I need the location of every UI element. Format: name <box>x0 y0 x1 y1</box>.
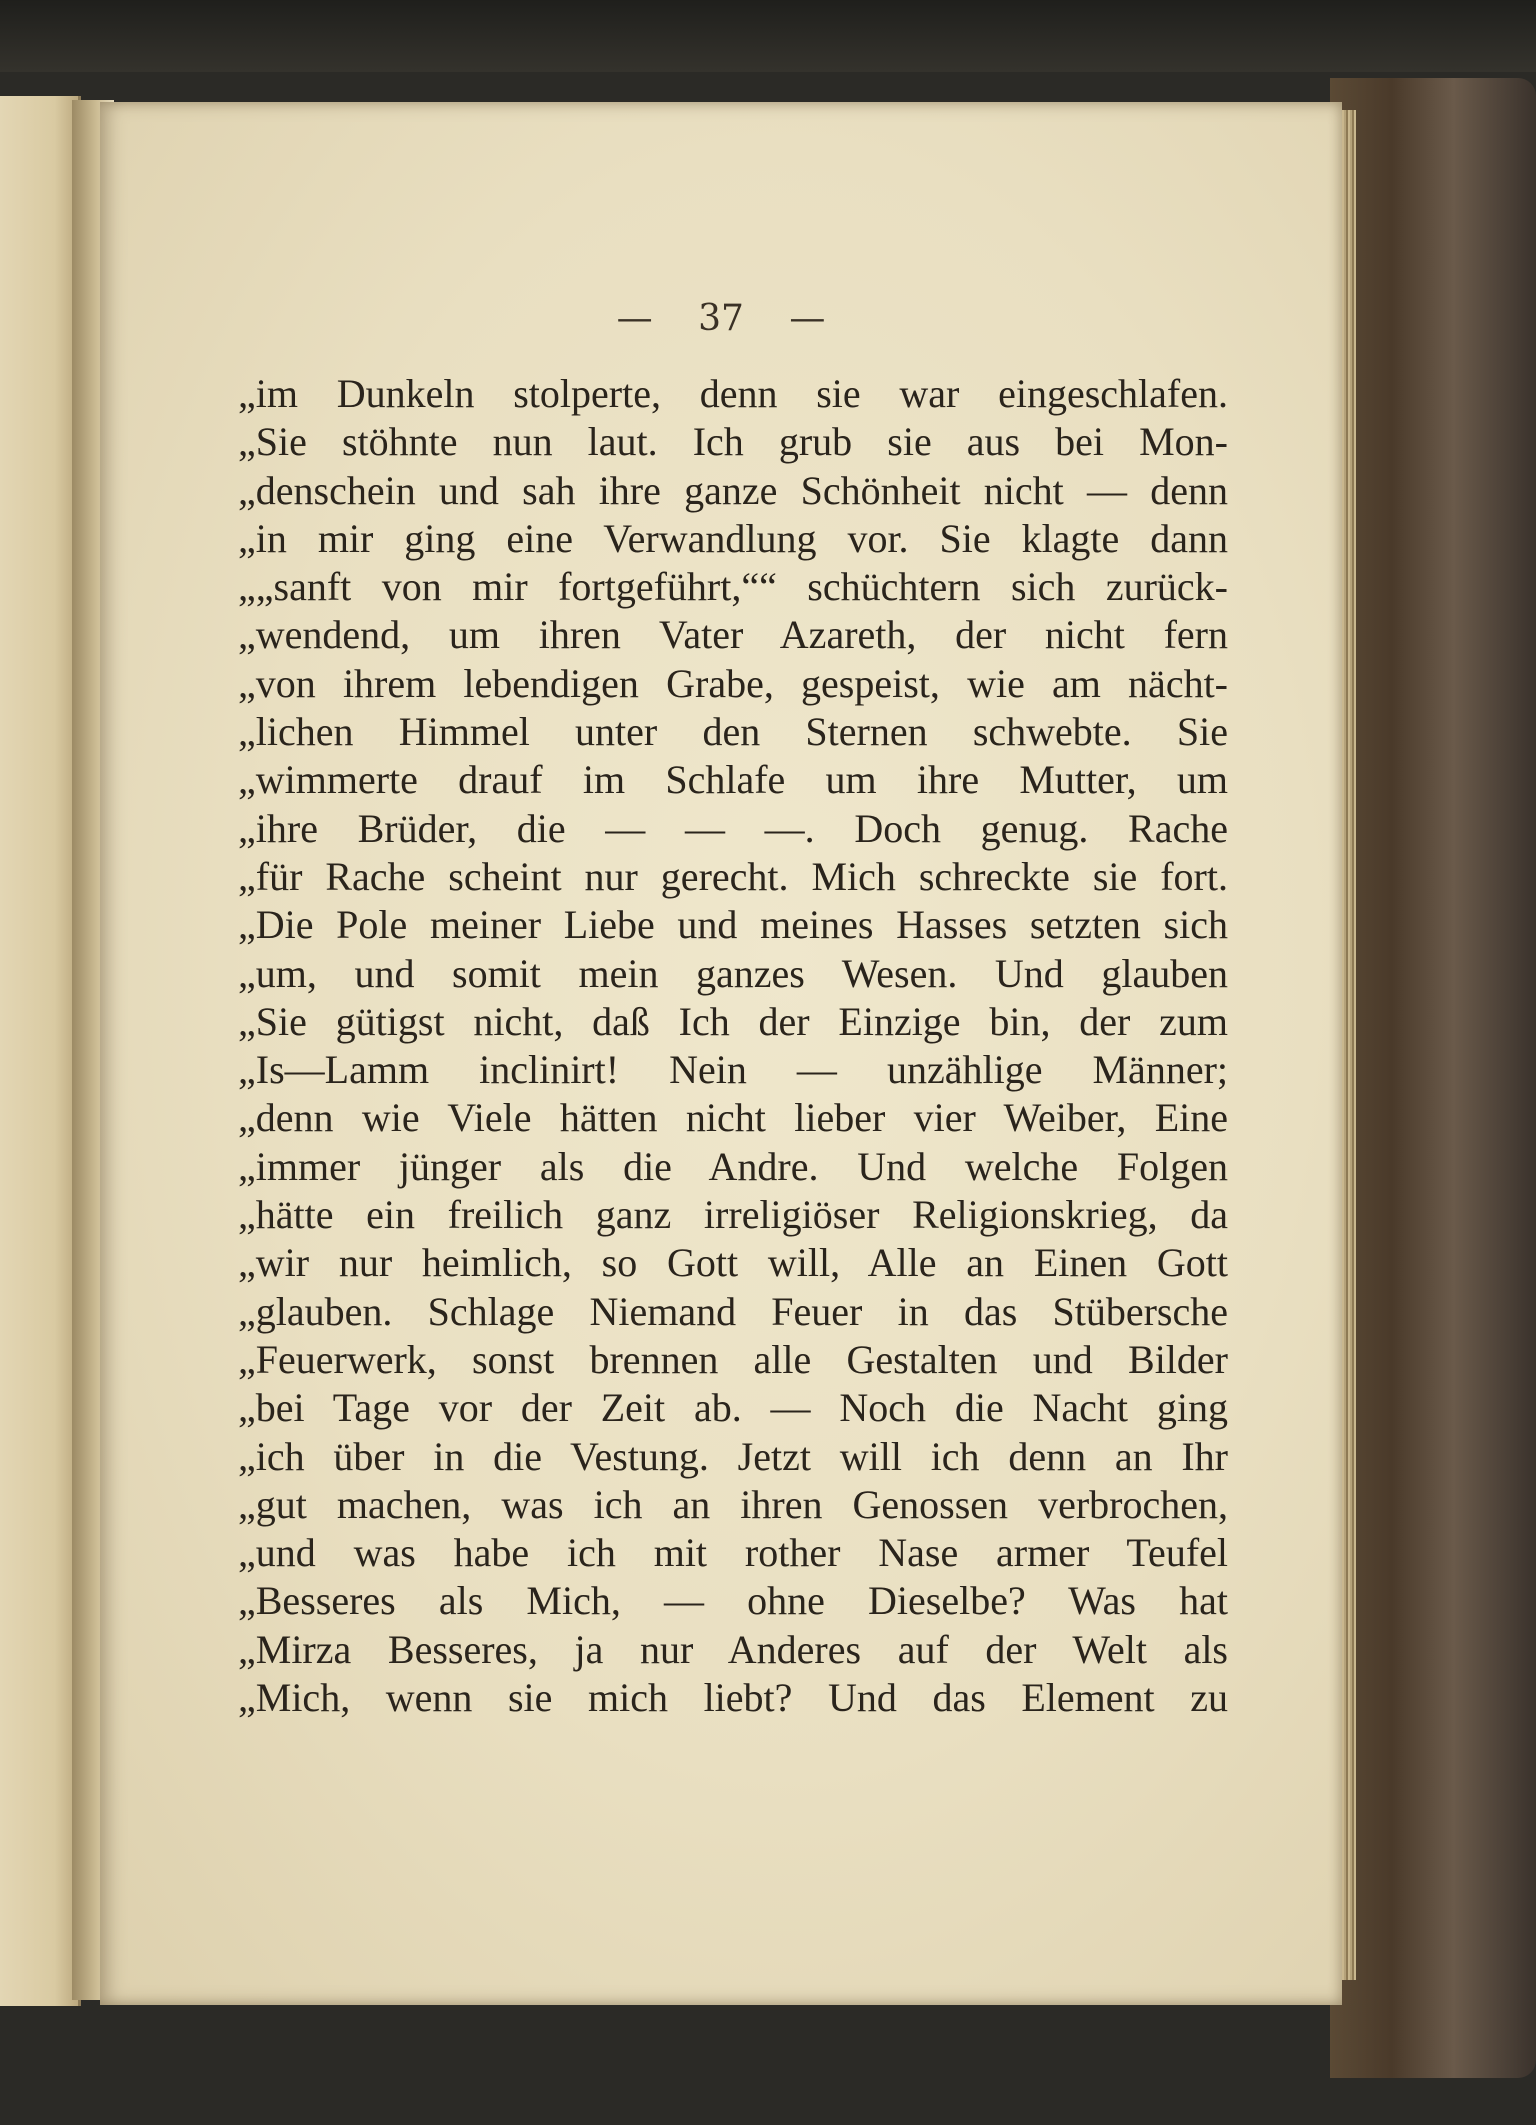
text-line: „und was habe ich mit rother Nase armer Teufel <box>238 1530 1228 1576</box>
page-number: 37 <box>698 298 744 339</box>
header-left-mark: — <box>616 298 653 339</box>
text-line: „Is—Lamm inclinirt! Nein — unzählige Männer; <box>238 1047 1228 1093</box>
body-text <box>238 370 1228 1722</box>
scan-background <box>0 0 1536 72</box>
text-line: „wendend, um ihren Vater Azareth, der nicht fern <box>238 612 1228 658</box>
text-line: „für Rache scheint nur gerecht. Mich schreckte sie fort. <box>238 853 1228 899</box>
book-cover-edge <box>1330 78 1536 2078</box>
text-line: „Sie stöhnte nun laut. Ich grub sie aus bei Mon- <box>238 419 1228 465</box>
text-line: „hätte ein freilich ganz irreligiöser Religionskrieg, da <box>238 1192 1228 1238</box>
text-line: „Sie gütigst nicht, daß Ich der Einzige bin, der zum <box>238 998 1228 1044</box>
text-line: „bei Tage vor der Zeit ab. — Noch die Nacht ging <box>238 1385 1228 1431</box>
book-page <box>100 102 1342 2005</box>
text-line: „gut machen, was ich an ihren Genossen verbrochen, <box>238 1481 1228 1527</box>
text-line: „„sanft von mir fortgeführt,““ schüchtern sich zurück- <box>238 564 1228 610</box>
text-line: „Feuerwerk, sonst brennen alle Gestalten und Bilder <box>238 1336 1228 1382</box>
text-line: „ihre Brüder, die — — —. Doch genug. Rache <box>238 805 1228 851</box>
text-line: „wimmerte drauf im Schlafe um ihre Mutter, um <box>238 757 1228 803</box>
text-line: „in mir ging eine Verwandlung vor. Sie klagte dann <box>238 515 1228 561</box>
left-page-edge <box>0 96 81 2006</box>
text-line: „denschein und sah ihre ganze Schönheit nicht — denn <box>238 467 1228 513</box>
header-right-mark: — <box>789 298 826 339</box>
text-line: „Besseres als Mich, — ohne Dieselbe? Was hat <box>238 1578 1228 1624</box>
text-line: „denn wie Viele hätten nicht lieber vier Weiber, Eine <box>238 1095 1228 1141</box>
text-line: „Mirza Besseres, ja nur Anderes auf der Welt als <box>238 1626 1228 1672</box>
text-line: „glauben. Schlage Niemand Feuer in das Stübersche <box>238 1288 1228 1334</box>
text-line: „ich über in die Vestung. Jetzt will ich denn an Ihr <box>238 1433 1228 1479</box>
text-line: „immer jünger als die Andre. Und welche Folgen <box>238 1143 1228 1189</box>
text-line: „um, und somit mein ganzes Wesen. Und glauben <box>238 950 1228 996</box>
text-line: „im Dunkeln stolperte, denn sie war eingeschlafen. <box>238 371 1228 416</box>
text-line: „wir nur heimlich, so Gott will, Alle an Einen Gott <box>238 1240 1228 1286</box>
text-line: „lichen Himmel unter den Sternen schwebte. Sie <box>238 709 1228 755</box>
text-line: „von ihrem lebendigen Grabe, gespeist, wie am nächt- <box>238 660 1228 706</box>
text-line: „Die Pole meiner Liebe und meines Hasses setzten sich <box>238 902 1228 948</box>
page-header <box>100 298 1342 339</box>
text-line: „Mich, wenn sie mich liebt? Und das Element zu <box>238 1675 1228 1721</box>
